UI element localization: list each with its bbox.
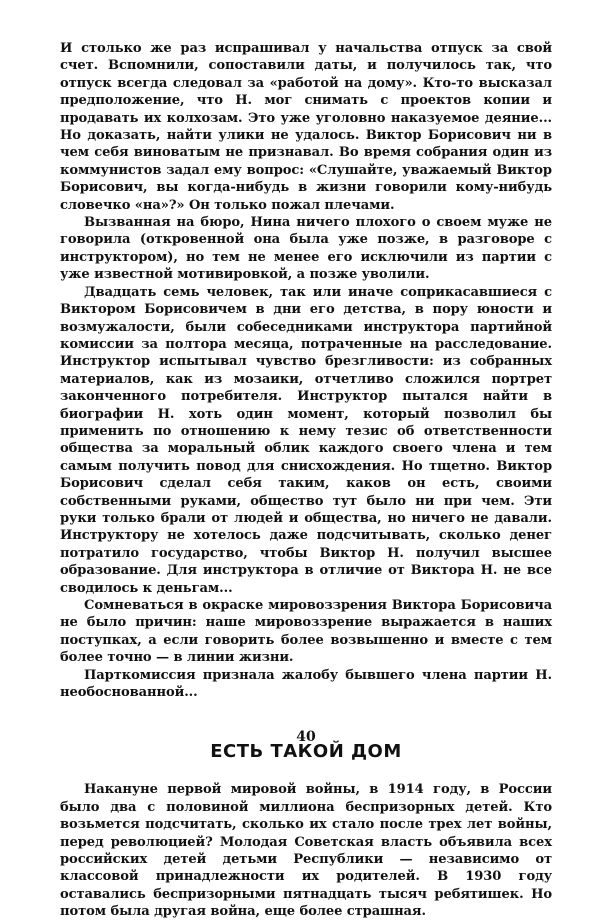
paragraph-1: И столько же раз испрашивал у начальства отпуск за свой счет. Вспомнили, сопоставили даты, и получилось так, что отпуск всегда следовал за «работой на дому». Кто-то высказал предположение, что Н. мог снимать с проектов копии и продавать их колхозам. Это уже уголовно наказуемое деяние... Но доказать, найти улики не удалось. Виктор Борисович ни в чем себя виноватым не признавал. Во время собрания один из коммунистов задал ему вопрос: «Слушайте, уважаемый Виктор Борисович, вы когда-нибудь в жизни говорили кому-нибудь словечко «на»?» Он только пожал плечами. bbox=[60, 41, 552, 213]
paragraph-2: Вызванная на бюро, Нина ничего плохого о своем муже не говорила (откровенной она была уже позже, в разговоре с инструктором), но тем не менее его исключили из партии с уже известной мотивировкой, а позже уволили. bbox=[60, 215, 552, 283]
paragraph-3: Двадцать семь человек, так или иначе соприкасавшиеся с Виктором Борисовичем в дни его детства, в пору юности и возмужалости, были собеседниками инструктора партийной комиссии за полтора месяца, потраченные на расследование. Инструктор испытывал чувство брезгливости: из собранных материалов, как из мозаики, отчетливо сложился портрет законченного потребителя. Инструктор пытался найти в биографии Н. хоть один момент, который позволил бы применить по отношению к нему тезис об ответственности общества за моральный облик каждого своего члена и тем самым получить повод для снисхождения. Но тщетно. Виктор Борисович сделал себя таким, каков он есть, своими собственными руками, общество тут было ни при чем. Эти руки только брали от людей и общества, но ничего не давали. Инструктору не хотелось даже подсчитывать, сколько денег потратило государство, чтобы Виктор Н. получил высшее образование. Для инструктора в отличие от Виктора Н. не все сводилось к деньгам... bbox=[60, 284, 552, 596]
page-number: 40 bbox=[296, 729, 316, 745]
page-body bbox=[60, 40, 552, 921]
paragraph-5: Парткомиссия признала жалобу бывшего члена партии Н. необоснованной... bbox=[60, 667, 552, 701]
section-heading: ЕСТЬ ТАКОЙ ДОМ bbox=[210, 741, 402, 763]
paragraph-6: Накануне первой мировой войны, в 1914 году, в России было два с половиной миллиона беспризорных детей. Кто возьмется подсчитать, сколько их стало после трех лет войны, перед революцией? Молодая Советская власть объявила всех российских детей детьми Республики — независимо от классовой принадлежности их родителей. В 1930 году оставались беспризорными пятнадцать тысяч ребятишек. Но потом была другая война, еще более страшная. bbox=[60, 782, 552, 920]
paragraph-4: Сомневаться в окраске мировоззрения Виктора Борисовича не было причин: наше мировоззрение выражается в наших поступках, а если говорить более возвышенно и вместе с тем более точно — в линии жизни. bbox=[60, 598, 552, 666]
